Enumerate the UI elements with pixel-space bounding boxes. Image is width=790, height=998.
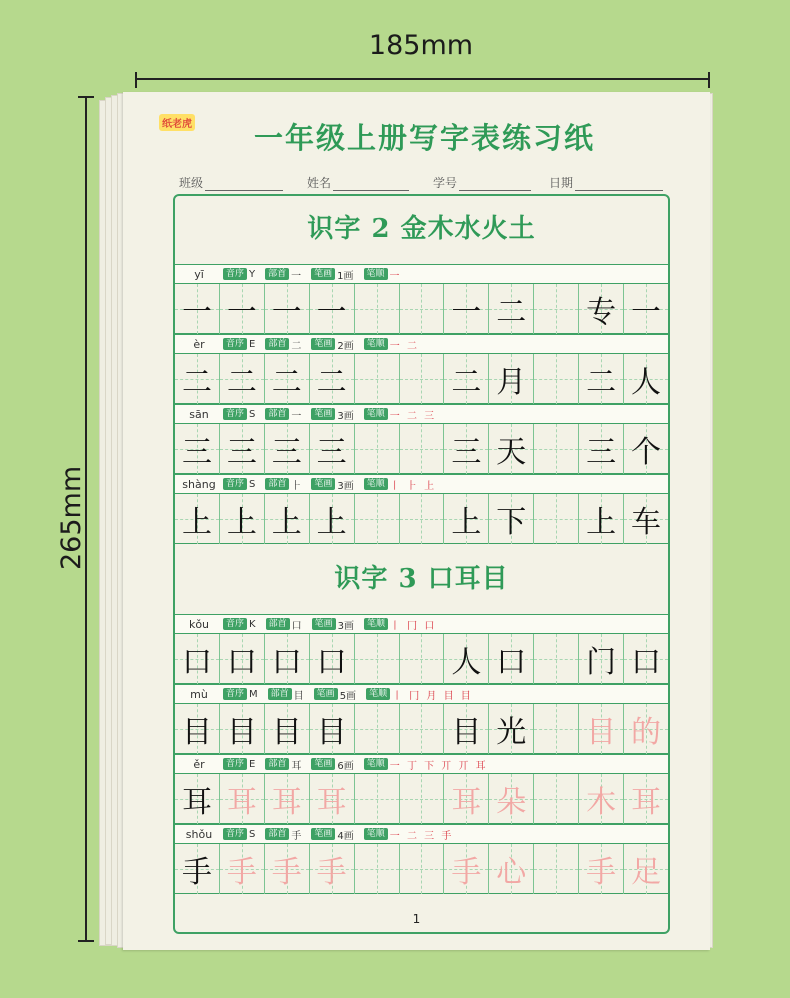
radical-tag: 部首 xyxy=(265,268,289,280)
writing-cell[interactable] xyxy=(444,704,489,754)
sound-value: E xyxy=(249,338,256,350)
pinyin: shàng xyxy=(182,477,216,491)
character-glyph: 一 xyxy=(226,295,257,330)
radical-tag: 部首 xyxy=(265,408,289,420)
writing-cell[interactable] xyxy=(265,704,310,754)
character-row xyxy=(175,474,668,544)
writing-cell[interactable] xyxy=(534,704,579,754)
writing-cell[interactable] xyxy=(444,424,489,474)
stroke-order-tag: 笔顺 xyxy=(364,758,388,770)
stroke-order-tag: 笔顺 xyxy=(364,408,388,420)
strokes-tag: 笔画 xyxy=(311,828,335,840)
character-glyph: 三 xyxy=(271,435,302,470)
writing-cell[interactable] xyxy=(400,634,445,684)
character-glyph: 目 xyxy=(316,715,347,750)
writing-cell[interactable] xyxy=(220,354,265,404)
pinyin: shǒu xyxy=(185,827,213,841)
writing-cell[interactable] xyxy=(175,284,220,334)
character-glyph: 木 xyxy=(586,785,617,820)
character-glyph: 二 xyxy=(496,295,527,330)
character-glyph: 口 xyxy=(226,645,257,680)
character-glyph: 人 xyxy=(631,365,662,400)
class-field: 班级 xyxy=(179,174,283,191)
writing-cell[interactable] xyxy=(624,844,668,894)
sound-tag: 音序 xyxy=(223,268,247,280)
writing-cell[interactable] xyxy=(579,704,624,754)
writing-cell[interactable] xyxy=(310,844,355,894)
writing-cell[interactable] xyxy=(175,634,220,684)
character-glyph: 手 xyxy=(181,855,212,890)
character-glyph: 的 xyxy=(631,715,662,750)
writing-cell[interactable] xyxy=(534,634,579,684)
writing-grid xyxy=(175,354,668,404)
strokes-tag: 笔画 xyxy=(311,758,335,770)
sound-tag: 音序 xyxy=(223,618,247,630)
sound-value: S xyxy=(249,408,256,420)
brand-logo: 纸老虎 xyxy=(159,114,195,131)
writing-cell[interactable] xyxy=(220,704,265,754)
character-glyph: 三 xyxy=(586,435,617,470)
writing-cell[interactable] xyxy=(355,634,400,684)
writing-cell[interactable] xyxy=(400,774,445,824)
character-glyph: 耳 xyxy=(316,785,347,820)
character-row xyxy=(175,824,668,894)
height-dimension-label: 265mm xyxy=(56,465,87,570)
writing-cell[interactable] xyxy=(444,844,489,894)
character-glyph: 目 xyxy=(586,715,617,750)
stroke-order-tag: 笔顺 xyxy=(364,618,388,630)
character-glyph: 人 xyxy=(451,645,482,680)
writing-cell[interactable] xyxy=(265,494,310,544)
character-glyph: 口 xyxy=(271,645,302,680)
strokes-value: 4画 xyxy=(337,830,354,842)
writing-cell[interactable] xyxy=(175,494,220,544)
strokes-value: 6画 xyxy=(337,760,354,772)
character-glyph: 耳 xyxy=(226,785,257,820)
character-glyph: 手 xyxy=(226,855,257,890)
stroke-order-value: 一 二 三 手 xyxy=(389,830,454,842)
character-glyph: 三 xyxy=(181,435,212,470)
stroke-order-tag: 笔顺 xyxy=(364,478,388,490)
strokes-tag: 笔画 xyxy=(311,478,335,490)
strokes-tag: 笔画 xyxy=(314,688,338,700)
character-glyph: 一 xyxy=(631,295,662,330)
writing-cell[interactable] xyxy=(444,494,489,544)
writing-cell[interactable] xyxy=(624,774,668,824)
pinyin: ěr xyxy=(193,757,205,771)
character-row xyxy=(175,754,668,824)
writing-cell[interactable] xyxy=(310,284,355,334)
stroke-order-value: 一 丁 下 丌 丌 耳 xyxy=(389,760,488,772)
page-title: 一年级上册写字表练习纸 xyxy=(253,121,595,155)
character-info-bar xyxy=(175,404,668,424)
character-glyph: 上 xyxy=(451,505,482,540)
strokes-value: 5画 xyxy=(339,690,357,702)
sound-tag: 音序 xyxy=(223,758,247,770)
sound-value: M xyxy=(249,688,258,700)
writing-cell[interactable] xyxy=(489,634,534,684)
writing-grid xyxy=(175,774,668,824)
writing-cell[interactable] xyxy=(534,494,579,544)
lesson-title: 识字 2 金木水火土 xyxy=(307,214,536,244)
writing-cell[interactable] xyxy=(355,284,400,334)
character-glyph: 月 xyxy=(496,365,527,400)
sound-tag: 音序 xyxy=(223,338,247,350)
character-glyph: 上 xyxy=(586,505,617,540)
writing-cell[interactable] xyxy=(265,774,310,824)
writing-cell[interactable] xyxy=(444,774,489,824)
writing-cell[interactable] xyxy=(220,634,265,684)
character-glyph: 光 xyxy=(496,715,527,750)
writing-cell[interactable] xyxy=(400,494,445,544)
character-glyph: 一 xyxy=(181,295,212,330)
character-info-bar xyxy=(175,334,668,354)
writing-cell[interactable] xyxy=(489,424,534,474)
writing-cell[interactable] xyxy=(310,774,355,824)
character-glyph: 三 xyxy=(451,435,482,470)
sound-value: S xyxy=(249,478,256,490)
writing-cell[interactable] xyxy=(175,704,220,754)
writing-cell[interactable] xyxy=(489,774,534,824)
writing-cell[interactable] xyxy=(400,844,445,894)
character-glyph: 口 xyxy=(496,645,527,680)
pinyin: èr xyxy=(193,337,205,351)
character-glyph: 车 xyxy=(631,505,662,540)
writing-cell[interactable] xyxy=(579,284,624,334)
strokes-tag: 笔画 xyxy=(311,408,335,420)
strokes-value: 3画 xyxy=(337,480,354,492)
character-info-bar xyxy=(175,824,668,844)
writing-cell[interactable] xyxy=(534,424,579,474)
character-row xyxy=(175,404,668,474)
writing-cell[interactable] xyxy=(355,774,400,824)
stroke-order-tag: 笔顺 xyxy=(364,828,388,840)
writing-cell[interactable] xyxy=(579,494,624,544)
writing-grid xyxy=(175,494,668,544)
writing-cell[interactable] xyxy=(355,424,400,474)
stroke-order-value: 一 xyxy=(389,270,402,282)
character-glyph: 上 xyxy=(226,505,257,540)
character-glyph: 二 xyxy=(271,365,302,400)
sound-value: S xyxy=(249,828,256,840)
writing-cell[interactable] xyxy=(310,704,355,754)
width-dimension-line xyxy=(135,72,710,88)
writing-cell[interactable] xyxy=(534,284,579,334)
character-row xyxy=(175,264,668,334)
character-glyph: 口 xyxy=(316,645,347,680)
writing-cell[interactable] xyxy=(310,354,355,404)
writing-grid xyxy=(175,634,668,684)
character-row xyxy=(175,614,668,684)
writing-cell[interactable] xyxy=(579,844,624,894)
character-glyph: 目 xyxy=(181,715,212,750)
radical-tag: 部首 xyxy=(265,338,289,350)
writing-cell[interactable] xyxy=(624,704,668,754)
writing-cell[interactable] xyxy=(444,634,489,684)
writing-cell[interactable] xyxy=(579,634,624,684)
writing-cell[interactable] xyxy=(489,284,534,334)
character-glyph: 一 xyxy=(451,295,482,330)
sound-value: Y xyxy=(249,268,256,280)
writing-cell[interactable] xyxy=(489,354,534,404)
writing-cell[interactable] xyxy=(624,494,668,544)
stroke-order-value: 一 二 xyxy=(389,340,419,352)
writing-cell[interactable] xyxy=(265,354,310,404)
writing-cell[interactable] xyxy=(579,354,624,404)
writing-cell[interactable] xyxy=(624,284,668,334)
writing-cell[interactable] xyxy=(310,424,355,474)
stroke-order-tag: 笔顺 xyxy=(364,268,388,280)
writing-cell[interactable] xyxy=(400,354,445,404)
radical-value: 手 xyxy=(291,830,302,842)
character-row xyxy=(175,334,668,404)
radical-tag: 部首 xyxy=(265,758,289,770)
writing-cell[interactable] xyxy=(400,284,445,334)
writing-cell[interactable] xyxy=(400,704,445,754)
character-glyph: 上 xyxy=(271,505,302,540)
radical-tag: 部首 xyxy=(265,478,289,490)
writing-cell[interactable] xyxy=(489,844,534,894)
sound-tag: 音序 xyxy=(223,828,247,840)
writing-cell[interactable] xyxy=(624,634,668,684)
character-glyph: 口 xyxy=(631,645,662,680)
writing-cell[interactable] xyxy=(175,774,220,824)
character-glyph: 朵 xyxy=(496,785,527,820)
pinyin: yī xyxy=(194,267,204,281)
character-glyph: 天 xyxy=(496,435,527,470)
writing-cell[interactable] xyxy=(355,354,400,404)
writing-cell[interactable] xyxy=(220,774,265,824)
writing-cell[interactable] xyxy=(220,494,265,544)
character-glyph: 三 xyxy=(316,435,347,470)
writing-cell[interactable] xyxy=(265,634,310,684)
strokes-tag: 笔画 xyxy=(312,618,336,630)
stroke-order-tag: 笔顺 xyxy=(364,338,388,350)
character-glyph: 心 xyxy=(496,855,527,890)
practice-frame xyxy=(173,194,670,934)
sound-value: E xyxy=(249,758,256,770)
sound-tag: 音序 xyxy=(223,688,247,700)
character-glyph: 一 xyxy=(316,295,347,330)
writing-cell[interactable] xyxy=(624,354,668,404)
character-glyph: 耳 xyxy=(271,785,302,820)
character-glyph: 上 xyxy=(316,505,347,540)
writing-cell[interactable] xyxy=(220,844,265,894)
writing-cell[interactable] xyxy=(310,634,355,684)
writing-cell[interactable] xyxy=(265,424,310,474)
character-glyph: 耳 xyxy=(451,785,482,820)
writing-cell[interactable] xyxy=(444,354,489,404)
character-glyph: 下 xyxy=(496,505,527,540)
writing-cell[interactable] xyxy=(355,844,400,894)
character-glyph: 目 xyxy=(226,715,257,750)
character-info-bar xyxy=(175,264,668,284)
sound-tag: 音序 xyxy=(223,408,247,420)
writing-cell[interactable] xyxy=(265,284,310,334)
stroke-order-value: 丨 冂 月 目 目 xyxy=(392,690,473,702)
radical-tag: 部首 xyxy=(265,828,289,840)
strokes-value: 3画 xyxy=(337,620,354,632)
radical-value: 一 xyxy=(291,270,302,282)
sound-tag: 音序 xyxy=(223,478,247,490)
character-glyph: 门 xyxy=(586,645,617,680)
writing-cell[interactable] xyxy=(220,284,265,334)
writing-cell[interactable] xyxy=(534,844,579,894)
writing-grid xyxy=(175,284,668,334)
writing-grid xyxy=(175,424,668,474)
stroke-order-value: 丨 冂 口 xyxy=(390,620,437,632)
pinyin: kǒu xyxy=(188,617,210,631)
character-info-bar xyxy=(175,684,668,704)
character-glyph: 二 xyxy=(586,365,617,400)
writing-cell[interactable] xyxy=(355,494,400,544)
width-dimension-label: 185mm xyxy=(368,30,474,61)
character-info-bar xyxy=(175,474,668,494)
radical-tag: 部首 xyxy=(266,618,290,630)
character-glyph: 手 xyxy=(586,855,617,890)
stroke-order-value: 一 二 三 xyxy=(389,410,437,422)
strokes-value: 2画 xyxy=(337,340,354,352)
character-glyph: 上 xyxy=(181,505,212,540)
radical-value: 一 xyxy=(291,410,302,422)
page-number: 1 xyxy=(412,912,421,926)
strokes-value: 3画 xyxy=(337,410,354,422)
character-info-bar xyxy=(175,754,668,774)
character-glyph: 一 xyxy=(271,295,302,330)
writing-cell[interactable] xyxy=(489,494,534,544)
worksheet-page xyxy=(123,92,710,950)
writing-cell[interactable] xyxy=(400,424,445,474)
character-glyph: 手 xyxy=(271,855,302,890)
writing-cell[interactable] xyxy=(489,704,534,754)
stroke-order-tag: 笔顺 xyxy=(366,688,390,700)
pinyin: mù xyxy=(190,687,208,701)
character-glyph: 口 xyxy=(181,645,212,680)
writing-grid xyxy=(175,704,668,754)
writing-cell[interactable] xyxy=(175,844,220,894)
character-glyph: 目 xyxy=(451,715,482,750)
writing-cell[interactable] xyxy=(444,284,489,334)
strokes-value: 1画 xyxy=(337,270,354,282)
student-info-row xyxy=(179,174,669,192)
lesson-title: 识字 3 口耳目 xyxy=(334,564,509,594)
character-glyph: 专 xyxy=(586,295,617,330)
sound-value: K xyxy=(249,618,256,630)
character-glyph: 足 xyxy=(631,855,662,890)
radical-value: 耳 xyxy=(291,760,302,772)
writing-cell[interactable] xyxy=(310,494,355,544)
character-glyph: 二 xyxy=(226,365,257,400)
writing-cell[interactable] xyxy=(175,424,220,474)
student-number-field: 学号 xyxy=(433,174,531,191)
radical-value: 口 xyxy=(291,620,302,632)
character-info-bar xyxy=(175,614,668,634)
character-glyph: 耳 xyxy=(631,785,662,820)
writing-cell[interactable] xyxy=(534,354,579,404)
writing-cell[interactable] xyxy=(534,774,579,824)
date-field: 日期 xyxy=(549,174,663,191)
writing-grid xyxy=(175,844,668,894)
radical-value: ⺊ xyxy=(291,480,302,492)
writing-cell[interactable] xyxy=(265,844,310,894)
radical-value: 二 xyxy=(291,340,302,352)
writing-cell[interactable] xyxy=(355,704,400,754)
character-glyph: 二 xyxy=(316,365,347,400)
writing-cell[interactable] xyxy=(579,424,624,474)
name-field: 姓名 xyxy=(307,174,409,191)
character-glyph: 耳 xyxy=(181,785,212,820)
stroke-order-value: 丨 ⺊ 上 xyxy=(389,480,437,492)
character-glyph: 二 xyxy=(451,365,482,400)
character-glyph: 三 xyxy=(226,435,257,470)
writing-cell[interactable] xyxy=(220,424,265,474)
writing-cell[interactable] xyxy=(624,424,668,474)
character-row xyxy=(175,684,668,754)
character-glyph: 二 xyxy=(181,365,212,400)
character-glyph: 目 xyxy=(271,715,302,750)
character-glyph: 手 xyxy=(316,855,347,890)
character-glyph: 个 xyxy=(631,435,662,470)
strokes-tag: 笔画 xyxy=(311,268,335,280)
writing-cell[interactable] xyxy=(175,354,220,404)
pinyin: sān xyxy=(189,407,209,421)
strokes-tag: 笔画 xyxy=(311,338,335,350)
radical-value: 目 xyxy=(293,690,304,702)
radical-tag: 部首 xyxy=(268,688,292,700)
character-glyph: 手 xyxy=(451,855,482,890)
writing-cell[interactable] xyxy=(579,774,624,824)
